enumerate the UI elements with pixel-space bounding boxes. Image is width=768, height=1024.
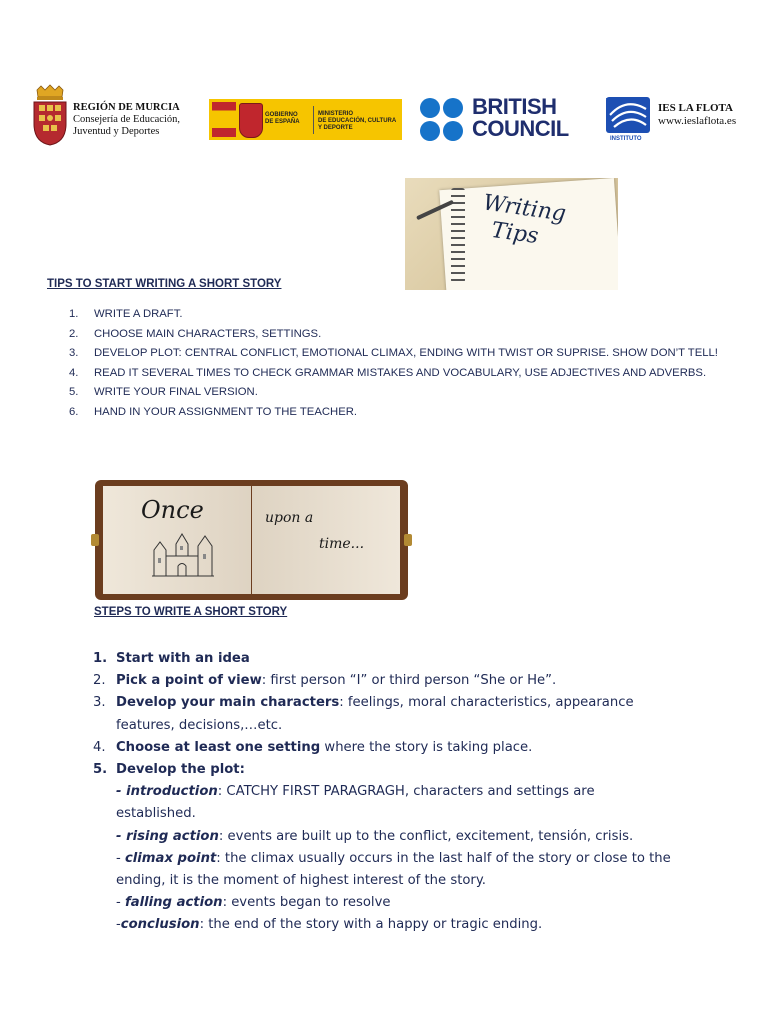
ies-name: IES LA FLOTA <box>658 102 733 114</box>
british-council-text: BRITISH COUNCIL <box>472 94 569 141</box>
book-clasp-icon <box>91 534 99 546</box>
gobierno-left-text: GOBIERNO DE ESPAÑA <box>265 112 300 125</box>
plot-introduction: - introduction: CATCHY FIRST PARAGRAGH, characters and settings are <box>116 784 595 800</box>
list-item: 5. WRITE YOUR FINAL VERSION. <box>69 386 258 398</box>
list-item: 1. Start with an idea <box>93 651 250 666</box>
plot-climax-point: - climax point: the climax usually occurs in the last half of the story or close to the <box>116 850 671 866</box>
svg-text:LA FLOTA: LA FLOTA <box>606 96 612 121</box>
list-item-continuation: features, decisions,…etc. <box>116 717 283 733</box>
gobierno-espana-logo <box>209 99 402 140</box>
list-item: 3. Develop your main characters: feelings, moral characteristics, appearance <box>93 695 634 711</box>
ies-la-flota-text <box>658 102 736 128</box>
svg-text:INSTITUTO: INSTITUTO <box>610 136 642 141</box>
spain-flag-icon <box>212 102 236 137</box>
book-upon-text: upon a <box>265 510 314 526</box>
spain-crest-icon <box>239 103 263 138</box>
murcia-title: REGIÓN DE MURCIA <box>73 102 180 113</box>
murcia-line2: Juventud y Deportes <box>73 126 160 137</box>
writing-tips-label: Writing Tips <box>481 190 568 250</box>
list-item: 5. Develop the plot: <box>93 762 245 778</box>
book-time-text: time... <box>319 536 365 552</box>
tips-list <box>69 305 734 422</box>
list-item: 3. DEVELOP PLOT: CENTRAL CONFLICT, EMOTIONAL CLIMAX, ENDING WITH TWIST OR SUPRISE. SHOW DON’T TELL! <box>69 347 718 359</box>
ies-la-flota-logo <box>600 95 652 141</box>
gobierno-right-text: MINISTERIO DE EDUCACIÓN, CULTURA Y DEPORTE <box>318 111 397 131</box>
book-once-text: Once <box>141 496 204 524</box>
once-upon-a-time-book-image <box>95 480 408 600</box>
plot-introduction-continuation: established. <box>116 806 196 822</box>
list-item: 4. Choose at least one setting where the story is taking place. <box>93 739 533 755</box>
tips-heading: TIPS TO START WRITING A SHORT STORY <box>47 278 282 290</box>
murcia-text <box>73 102 180 138</box>
murcia-logo <box>31 84 69 146</box>
plot-conclusion: -conclusion: the end of the story with a happy or tragic ending. <box>116 917 543 933</box>
plot-falling-action: - falling action: events began to resolve <box>116 895 391 911</box>
plot-climax-continuation: ending, it is the moment of highest interest of the story. <box>116 873 486 889</box>
list-item: 4. READ IT SEVERAL TIMES TO CHECK GRAMMAR MISTAKES AND VOCABULARY, USE ADJECTIVES AND ADVERBS. <box>69 366 707 379</box>
steps-list <box>93 648 733 937</box>
list-item: 1. WRITE A DRAFT. <box>69 308 183 320</box>
gobierno-separator <box>313 106 314 134</box>
book-clasp-icon <box>404 534 412 546</box>
murcia-line1: Consejería de Educación, <box>73 114 180 125</box>
british-council-dots-icon <box>420 98 466 142</box>
steps-heading: STEPS TO WRITE A SHORT STORY <box>94 606 288 618</box>
castle-icon <box>150 528 216 578</box>
writing-tips-image <box>405 178 618 290</box>
list-item: 6. HAND IN YOUR ASSIGNMENT TO THE TEACHER. <box>69 405 358 418</box>
list-item: 2. CHOOSE MAIN CHARACTERS, SETTINGS. <box>69 327 322 340</box>
list-item: 2. Pick a point of view: first person “I” or third person “She or He”. <box>93 673 557 689</box>
ies-url: www.ieslaflota.es <box>658 115 737 127</box>
plot-rising-action: - rising action: events are built up to the conflict, excitement, tensión, crisis. <box>116 828 634 844</box>
